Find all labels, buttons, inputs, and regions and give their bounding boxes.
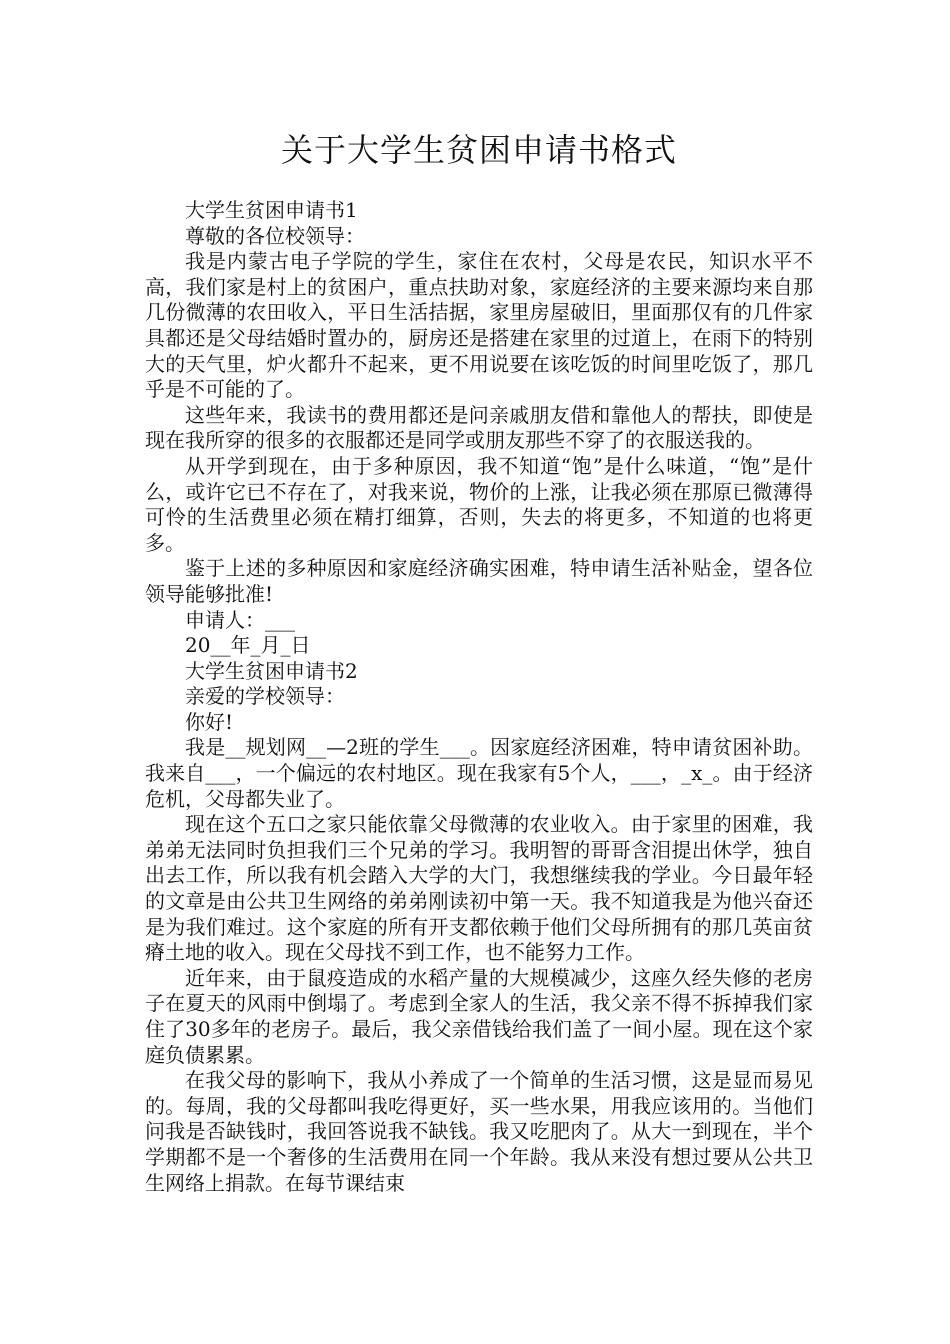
paragraph: 近年来，由于鼠疫造成的水稻产量的大规模减少，这座久经失修的老房子在夏天的风雨中倒塌了。考虑到全家人的生活，我父亲不得不拆掉我们家住了30多年的老房子。最后，我父亲借钱给我们盖了一间小屋。现在这个家庭负债累累。 xyxy=(145,965,813,1067)
paragraph: 鉴于上述的多种原因和家庭经济确实困难，特申请生活补贴金，望各位领导能够批准! xyxy=(145,556,813,606)
paragraph: 这些年来，我读书的费用都还是问亲戚朋友借和靠他人的帮扶，即使是现在我所穿的很多的衣服都还是同学或朋友那些不穿了的衣服送我的。 xyxy=(145,402,813,453)
paragraph: 从开学到现在，由于多种原因，我不知道“饱”是什么味道，“饱”是什么，或许它已不存在了，对我来说，物价的上涨，让我必须在那原已微薄得可怜的生活费里必须在精打细算，否则，失去的将更多，不知道的也将更多。 xyxy=(145,453,813,555)
document-page xyxy=(145,128,813,1196)
paragraph: 现在这个五口之家只能依靠父母微薄的农业收入。由于家里的困难，我弟弟无法同时负担我们三个兄弟的学习。我明智的哥哥含泪提出休学，独自出去工作，所以我有机会踏入大学的大门，我想继续我的学业。今日最年轻的文章是由公共卫生网络的弟弟刚读初中第一天。我不知道我是为他兴奋还是为我们难过。这个家庭的所有开支都依赖于他们父母所拥有的那几英亩贫瘠土地的收入。现在父母找不到工作，也不能努力工作。 xyxy=(145,812,813,965)
paragraph-salutation-2: 亲爱的学校领导： xyxy=(185,684,345,709)
document-title: 关于大学生贫困申请书格式 xyxy=(280,131,677,169)
paragraph-date: 20__年_月_日 xyxy=(185,633,311,658)
paragraph: 我是__规划网__—2班的学生___。因家庭经济困难，特申请贫困补助。我来自___，一个偏远的农村地区。现在我家有5个人，___，_x_。由于经济危机，父母都失业了。 xyxy=(145,735,813,811)
paragraph: 在我父母的影响下，我从小养成了一个简单的生活习惯，这是显而易见的。每周，我的父母都叫我吃得更好，买一些水果，用我应该用的。当他们问我是否缺钱时，我回答说我不缺钱。我又吃肥肉了。从大一到现在，半个学期都不是一个奢侈的生活费用在同一个年龄。我从来没有想过要从公共卫生网络上捐款。在每节课结束 xyxy=(145,1068,813,1195)
paragraph-heading-2: 大学生贫困申请书2 xyxy=(185,658,358,683)
paragraph-greeting: 你好! xyxy=(185,709,234,734)
document-body xyxy=(145,198,813,1196)
paragraph-salutation-1: 尊敬的各位校领导： xyxy=(185,223,365,248)
paragraph-applicant: 申请人：___ xyxy=(185,607,295,632)
paragraph: 我是内蒙古电子学院的学生，家住在农村，父母是农民，知识水平不高，我们家是村上的贫困户，重点扶助对象，家庭经济的主要来源均来自那几份微薄的农田收入，平日生活拮据，家里房屋破旧，里面那仅有的几件家具都还是父母结婚时置办的，厨房还是搭建在家里的过道上，在雨下的特别大的天气里，炉火都升不起来，更不用说要在该吃饭的时间里吃饭了，那几乎是不可能的了。 xyxy=(145,249,813,402)
paragraph-heading-1: 大学生贫困申请书1 xyxy=(185,198,358,222)
